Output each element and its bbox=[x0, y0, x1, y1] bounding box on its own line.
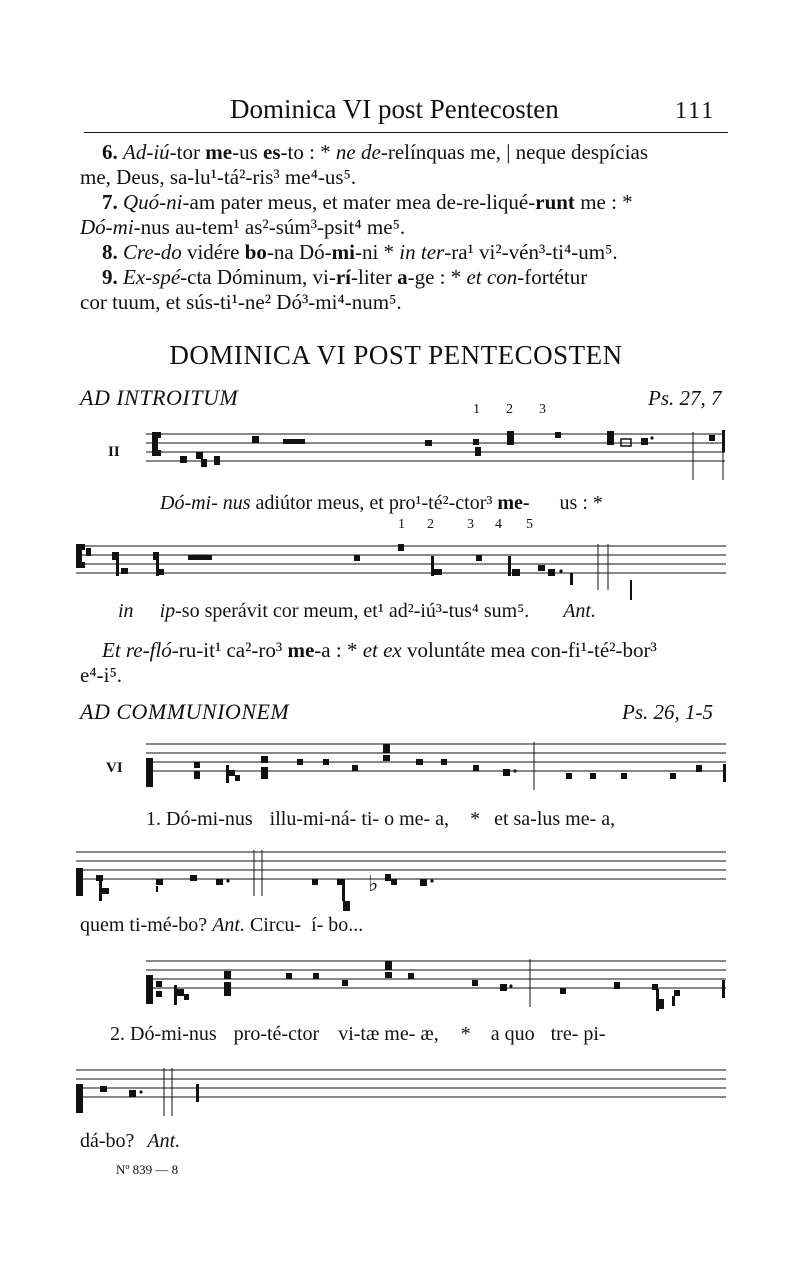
communion-lyrics-4: dá-bo? Ant. bbox=[80, 1130, 181, 1152]
verse-7-line2: Dó-mi-nus au-tem¹ as²-súm³-psit⁴ me⁵. bbox=[80, 215, 406, 239]
introit-numbers-2: 1 2 3 4 5 bbox=[398, 517, 533, 532]
verse-6: 6. Ad-iú-tor me-us es-to : * ne de-relínquas me, | neque despícias bbox=[102, 140, 649, 164]
communion-label: AD COMMUNIONEM bbox=[80, 699, 290, 724]
communion-reference: Ps. 26, 1-5 bbox=[622, 700, 713, 724]
introit-label: AD INTROITUM bbox=[80, 385, 239, 410]
introit-lyrics-2: in ip-so sperávit cor meum, et¹ ad²-iú³-tus⁴ sum⁵. Ant. bbox=[118, 600, 596, 622]
introit-mode: II bbox=[108, 444, 120, 460]
communion-lyrics-2: quem ti-mé-bo? Ant. Circu- í- bo... bbox=[80, 914, 364, 936]
introit-verse: Et re-fló-ru-it¹ ca²-ro³ me-a : * et ex voluntáte mea con-fi¹-té²-bor³ e⁴-i⁵. bbox=[80, 638, 657, 687]
introit-staff-1 bbox=[140, 428, 730, 484]
signature-code: Nº 839 — 8 bbox=[116, 1162, 179, 1177]
flat-sign: ♭ bbox=[368, 872, 379, 897]
communion-staff-3 bbox=[142, 955, 730, 1019]
communion-mode: VI bbox=[106, 760, 123, 776]
introit-reference: Ps. 27, 7 bbox=[648, 386, 722, 410]
page-number: 111 bbox=[675, 98, 716, 124]
section-title: DOMINICA VI POST PENTECOSTEN bbox=[169, 340, 623, 370]
introit-numbers-1: 1 2 3 bbox=[473, 402, 546, 417]
introit-staff-2 bbox=[72, 540, 730, 604]
verse-6-line2: me, Deus, sa-lu¹-tá²-ris³ me⁴-us⁵. bbox=[80, 165, 357, 189]
introit-lyrics-1: Dó-mi- nus adiútor meus, et pro¹-té²-ctor³ me- us : * bbox=[160, 492, 603, 514]
communion-staff-4 bbox=[72, 1064, 730, 1124]
communion-lyrics-1: 1. Dó-mi-nus illu-mi-ná- ti- o me- a, * et sa-lus me- a, bbox=[146, 808, 616, 830]
verse-9-line2: cor tuum, et sús-ti¹-ne² Dó³-mi⁴-num⁵. bbox=[80, 290, 402, 314]
communion-lyrics-3: 2. Dó-mi-nus pro-té-ctor vi-tæ me- æ, * a quo tre- pi- bbox=[110, 1023, 606, 1045]
header-rule bbox=[84, 132, 728, 133]
running-title: Dominica VI post Pentecosten bbox=[230, 94, 559, 124]
communion-staff-2 bbox=[72, 846, 730, 912]
verse-8: 8. Cre-do vidére bo-na Dó-mi-ni * in ter-ra¹ vi²-vén³-ti⁴-um⁵. bbox=[102, 240, 618, 264]
top-verses bbox=[80, 140, 730, 315]
verse-7: 7. Quó-ni-am pater meus, et mater mea de-re-liqué-runt me : * bbox=[102, 190, 633, 214]
verse-9: 9. Ex-spé-cta Dóminum, vi-rí-liter a-ge : * et con-fortétur bbox=[102, 265, 588, 289]
communion-staff-1 bbox=[142, 738, 730, 798]
